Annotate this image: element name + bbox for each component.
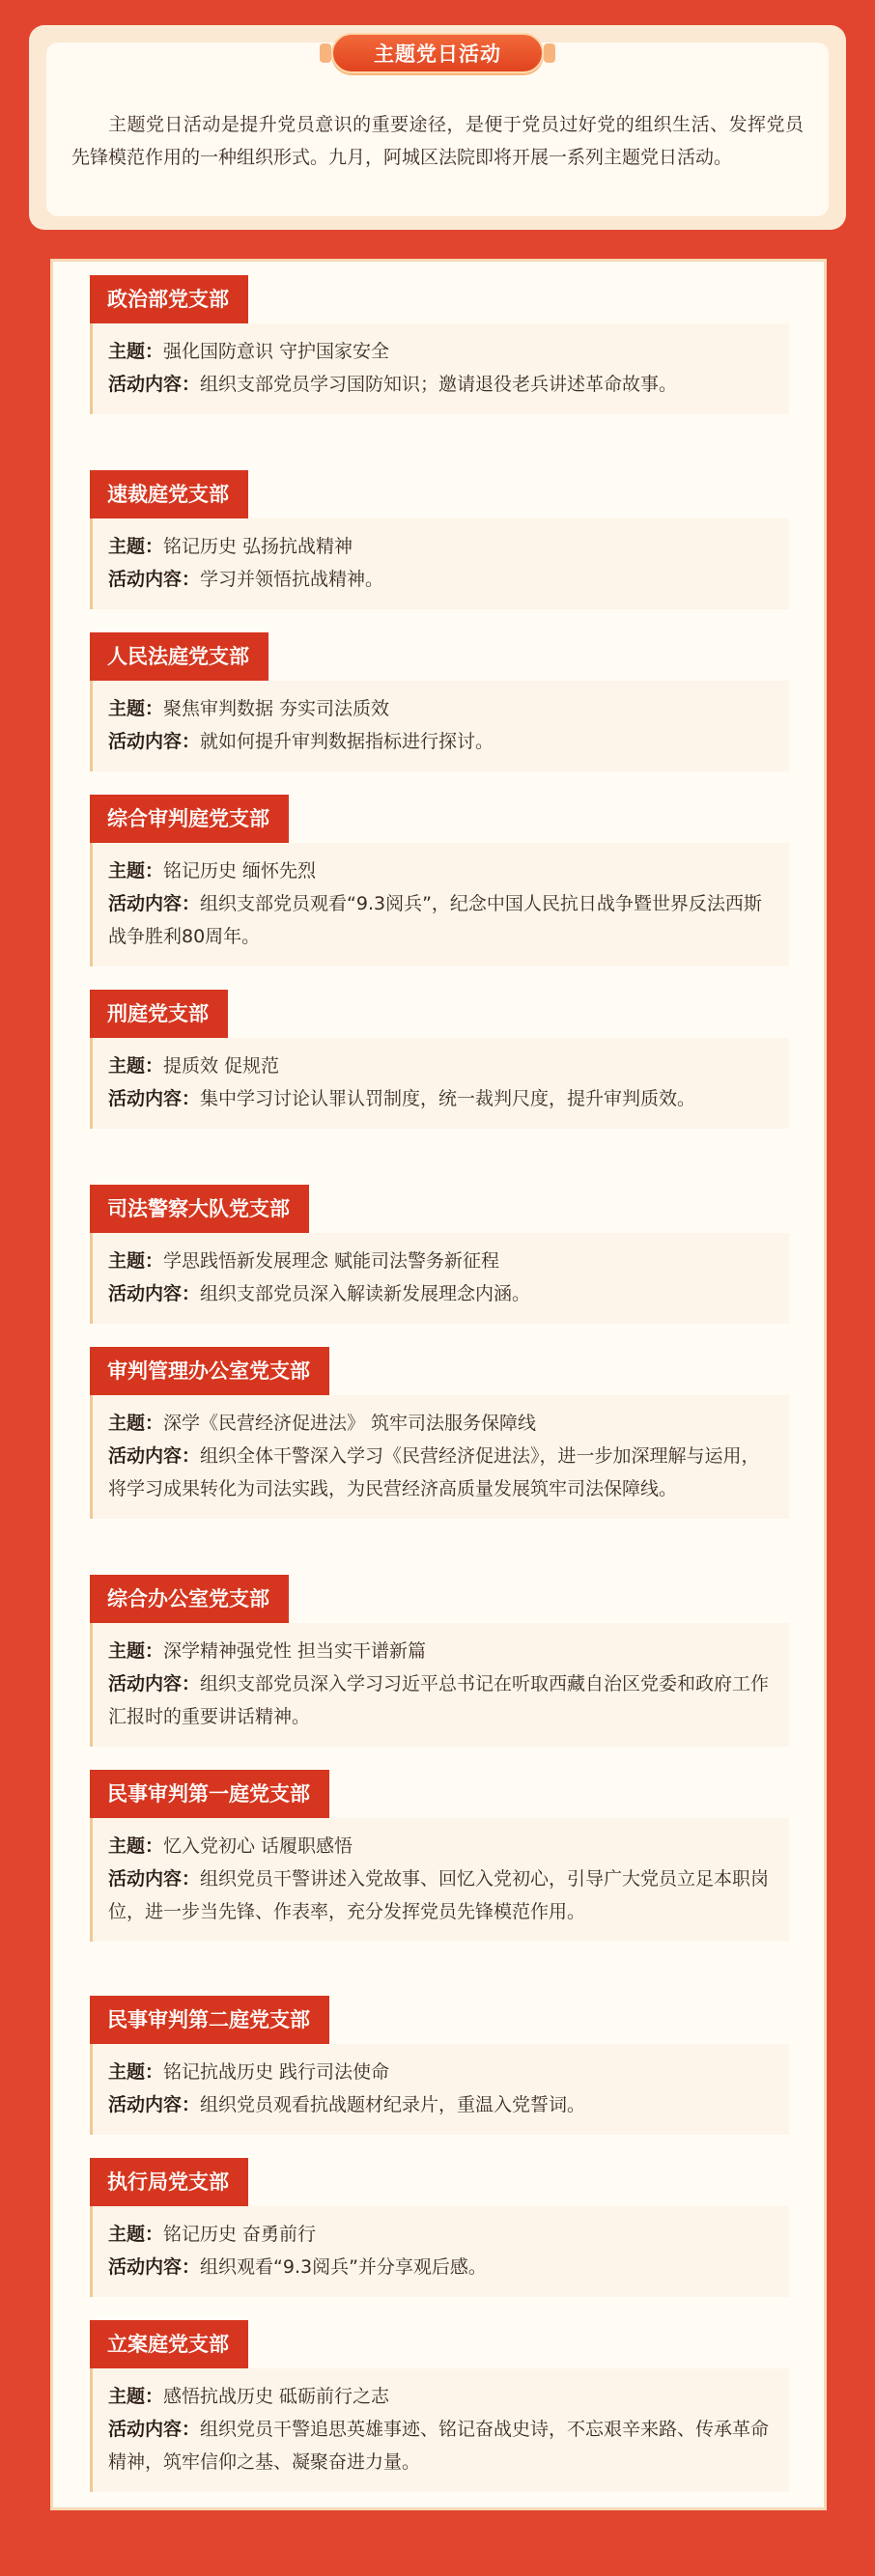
branch-body <box>90 518 789 609</box>
branch-body <box>90 1233 789 1324</box>
branch-name: 政治部党支部 <box>90 275 248 323</box>
branch-item <box>90 2320 789 2492</box>
branch-name: 综合审判庭党支部 <box>90 795 289 843</box>
branch-content: 组织观看“9.3阅兵”并分享观后感。 <box>200 2256 487 2278</box>
content-label: 活动内容： <box>108 374 201 395</box>
branch-name: 民事审判第二庭党支部 <box>90 1996 329 2044</box>
branch-theme: 铭记历史 奋勇前行 <box>163 2224 317 2245</box>
branch-content: 组织支部党员学习国防知识；邀请退役老兵讲述革命故事。 <box>200 374 678 395</box>
branch-theme: 铭记历史 缅怀先烈 <box>163 860 317 882</box>
branch-name: 速裁庭党支部 <box>90 470 248 518</box>
branch-content: 组织支部党员深入解读新发展理念内涵。 <box>200 1283 531 1304</box>
branch-item <box>90 1996 789 2135</box>
branch-name: 刑庭党支部 <box>90 990 228 1038</box>
branch-content: 组织党员干警追思英雄事迹、铭记奋战史诗，不忘艰辛来路、传承革命精神，筑牢信仰之基、凝聚奋进力量。 <box>108 2419 770 2473</box>
branch-theme: 深学《民营经济促进法》 筑牢司法服务保障线 <box>163 1413 537 1434</box>
branch-name: 民事审判第一庭党支部 <box>90 1770 329 1818</box>
branch-content: 组织支部党员观看“9.3阅兵”，纪念中国人民抗日战争暨世界反法西斯战争胜利80周年。 <box>108 893 762 947</box>
branch-theme: 深学精神强党性 担当实干谱新篇 <box>163 1640 427 1662</box>
branch-theme: 铭记抗战历史 践行司法使命 <box>163 2061 390 2083</box>
branch-name: 审判管理办公室党支部 <box>90 1347 329 1395</box>
branch-content: 就如何提升审判数据指标进行探讨。 <box>200 731 494 752</box>
branch-theme: 忆入党初心 话履职感悟 <box>163 1835 353 1857</box>
branch-item <box>90 470 789 609</box>
branch-theme: 提质效 促规范 <box>163 1055 280 1077</box>
intro-panel <box>29 25 846 230</box>
branch-content: 组织党员干警讲述入党故事、回忆入党初心，引导广大党员立足本职岗位，进一步当先锋、作表率，充分发挥党员先锋模范作用。 <box>108 1868 770 1922</box>
theme-label: 主题： <box>108 698 164 719</box>
branch-item <box>90 2158 789 2297</box>
branch-item <box>90 632 789 771</box>
branch-item <box>90 795 789 966</box>
branch-body <box>90 681 789 771</box>
content-label: 活动内容： <box>108 1673 201 1694</box>
branch-body <box>90 1818 789 1942</box>
intro-text: 主题党日活动是提升党员意识的重要途径，是便于党员过好党的组织生活、发挥党员先锋模范作用的一种组织形式。九月，阿城区法院即将开展一系列主题党日活动。 <box>71 114 804 168</box>
theme-label: 主题： <box>108 341 164 362</box>
branch-body <box>90 323 789 414</box>
theme-label: 主题： <box>108 1413 164 1434</box>
branch-theme: 感悟抗战历史 砥砺前行之志 <box>163 2386 390 2407</box>
branch-name: 执行局党支部 <box>90 2158 248 2206</box>
branch-content: 学习并领悟抗战精神。 <box>200 569 384 590</box>
branch-list-card <box>50 259 827 2510</box>
content-label: 活动内容： <box>108 1088 201 1109</box>
title-badge <box>314 29 561 77</box>
content-label: 活动内容： <box>108 1283 201 1304</box>
theme-label: 主题： <box>108 1250 164 1272</box>
theme-label: 主题： <box>108 1640 164 1662</box>
branch-theme: 学思践悟新发展理念 赋能司法警务新征程 <box>163 1250 500 1272</box>
page-title: 主题党日活动 <box>374 42 501 66</box>
theme-label: 主题： <box>108 1835 164 1857</box>
content-label: 活动内容： <box>108 569 201 590</box>
branch-body <box>90 1623 789 1747</box>
branch-item <box>90 1575 789 1747</box>
branch-name: 人民法庭党支部 <box>90 632 268 681</box>
branch-item <box>90 1347 789 1519</box>
branch-theme: 聚焦审判数据 夯实司法质效 <box>163 698 390 719</box>
theme-label: 主题： <box>108 1055 164 1077</box>
branch-content: 集中学习讨论认罪认罚制度，统一裁判尺度，提升审判质效。 <box>200 1088 696 1109</box>
content-label: 活动内容： <box>108 2256 201 2278</box>
content-label: 活动内容： <box>108 2094 201 2115</box>
content-label: 活动内容： <box>108 893 201 914</box>
content-label: 活动内容： <box>108 1868 201 1890</box>
branch-content: 组织党员观看抗战题材纪录片，重温入党誓词。 <box>200 2094 586 2115</box>
branch-body <box>90 1038 789 1129</box>
branch-name: 司法警察大队党支部 <box>90 1185 309 1233</box>
content-label: 活动内容： <box>108 731 201 752</box>
branch-content: 组织全体干警深入学习《民营经济促进法》，进一步加深理解与运用，将学习成果转化为司法实践，为民营经济高质量发展筑牢司法保障线。 <box>108 1445 760 1499</box>
theme-label: 主题： <box>108 2224 164 2245</box>
branch-theme: 强化国防意识 守护国家安全 <box>163 341 390 362</box>
branch-item <box>90 1770 789 1942</box>
theme-label: 主题： <box>108 2061 164 2083</box>
branch-content: 组织支部党员深入学习习近平总书记在听取西藏自治区党委和政府工作汇报时的重要讲话精神。 <box>108 1673 770 1727</box>
theme-label: 主题： <box>108 536 164 557</box>
branch-name: 综合办公室党支部 <box>90 1575 289 1623</box>
branch-body <box>90 1395 789 1519</box>
content-label: 活动内容： <box>108 2419 201 2440</box>
branch-item <box>90 275 789 414</box>
content-label: 活动内容： <box>108 1445 201 1467</box>
branch-body <box>90 2368 789 2492</box>
theme-label: 主题： <box>108 2386 164 2407</box>
branch-body <box>90 843 789 966</box>
branch-theme: 铭记历史 弘扬抗战精神 <box>163 536 353 557</box>
branch-item <box>90 990 789 1129</box>
theme-label: 主题： <box>108 860 164 882</box>
branch-body <box>90 2044 789 2135</box>
branch-body <box>90 2206 789 2297</box>
branch-name: 立案庭党支部 <box>90 2320 248 2368</box>
branch-item <box>90 1185 789 1324</box>
